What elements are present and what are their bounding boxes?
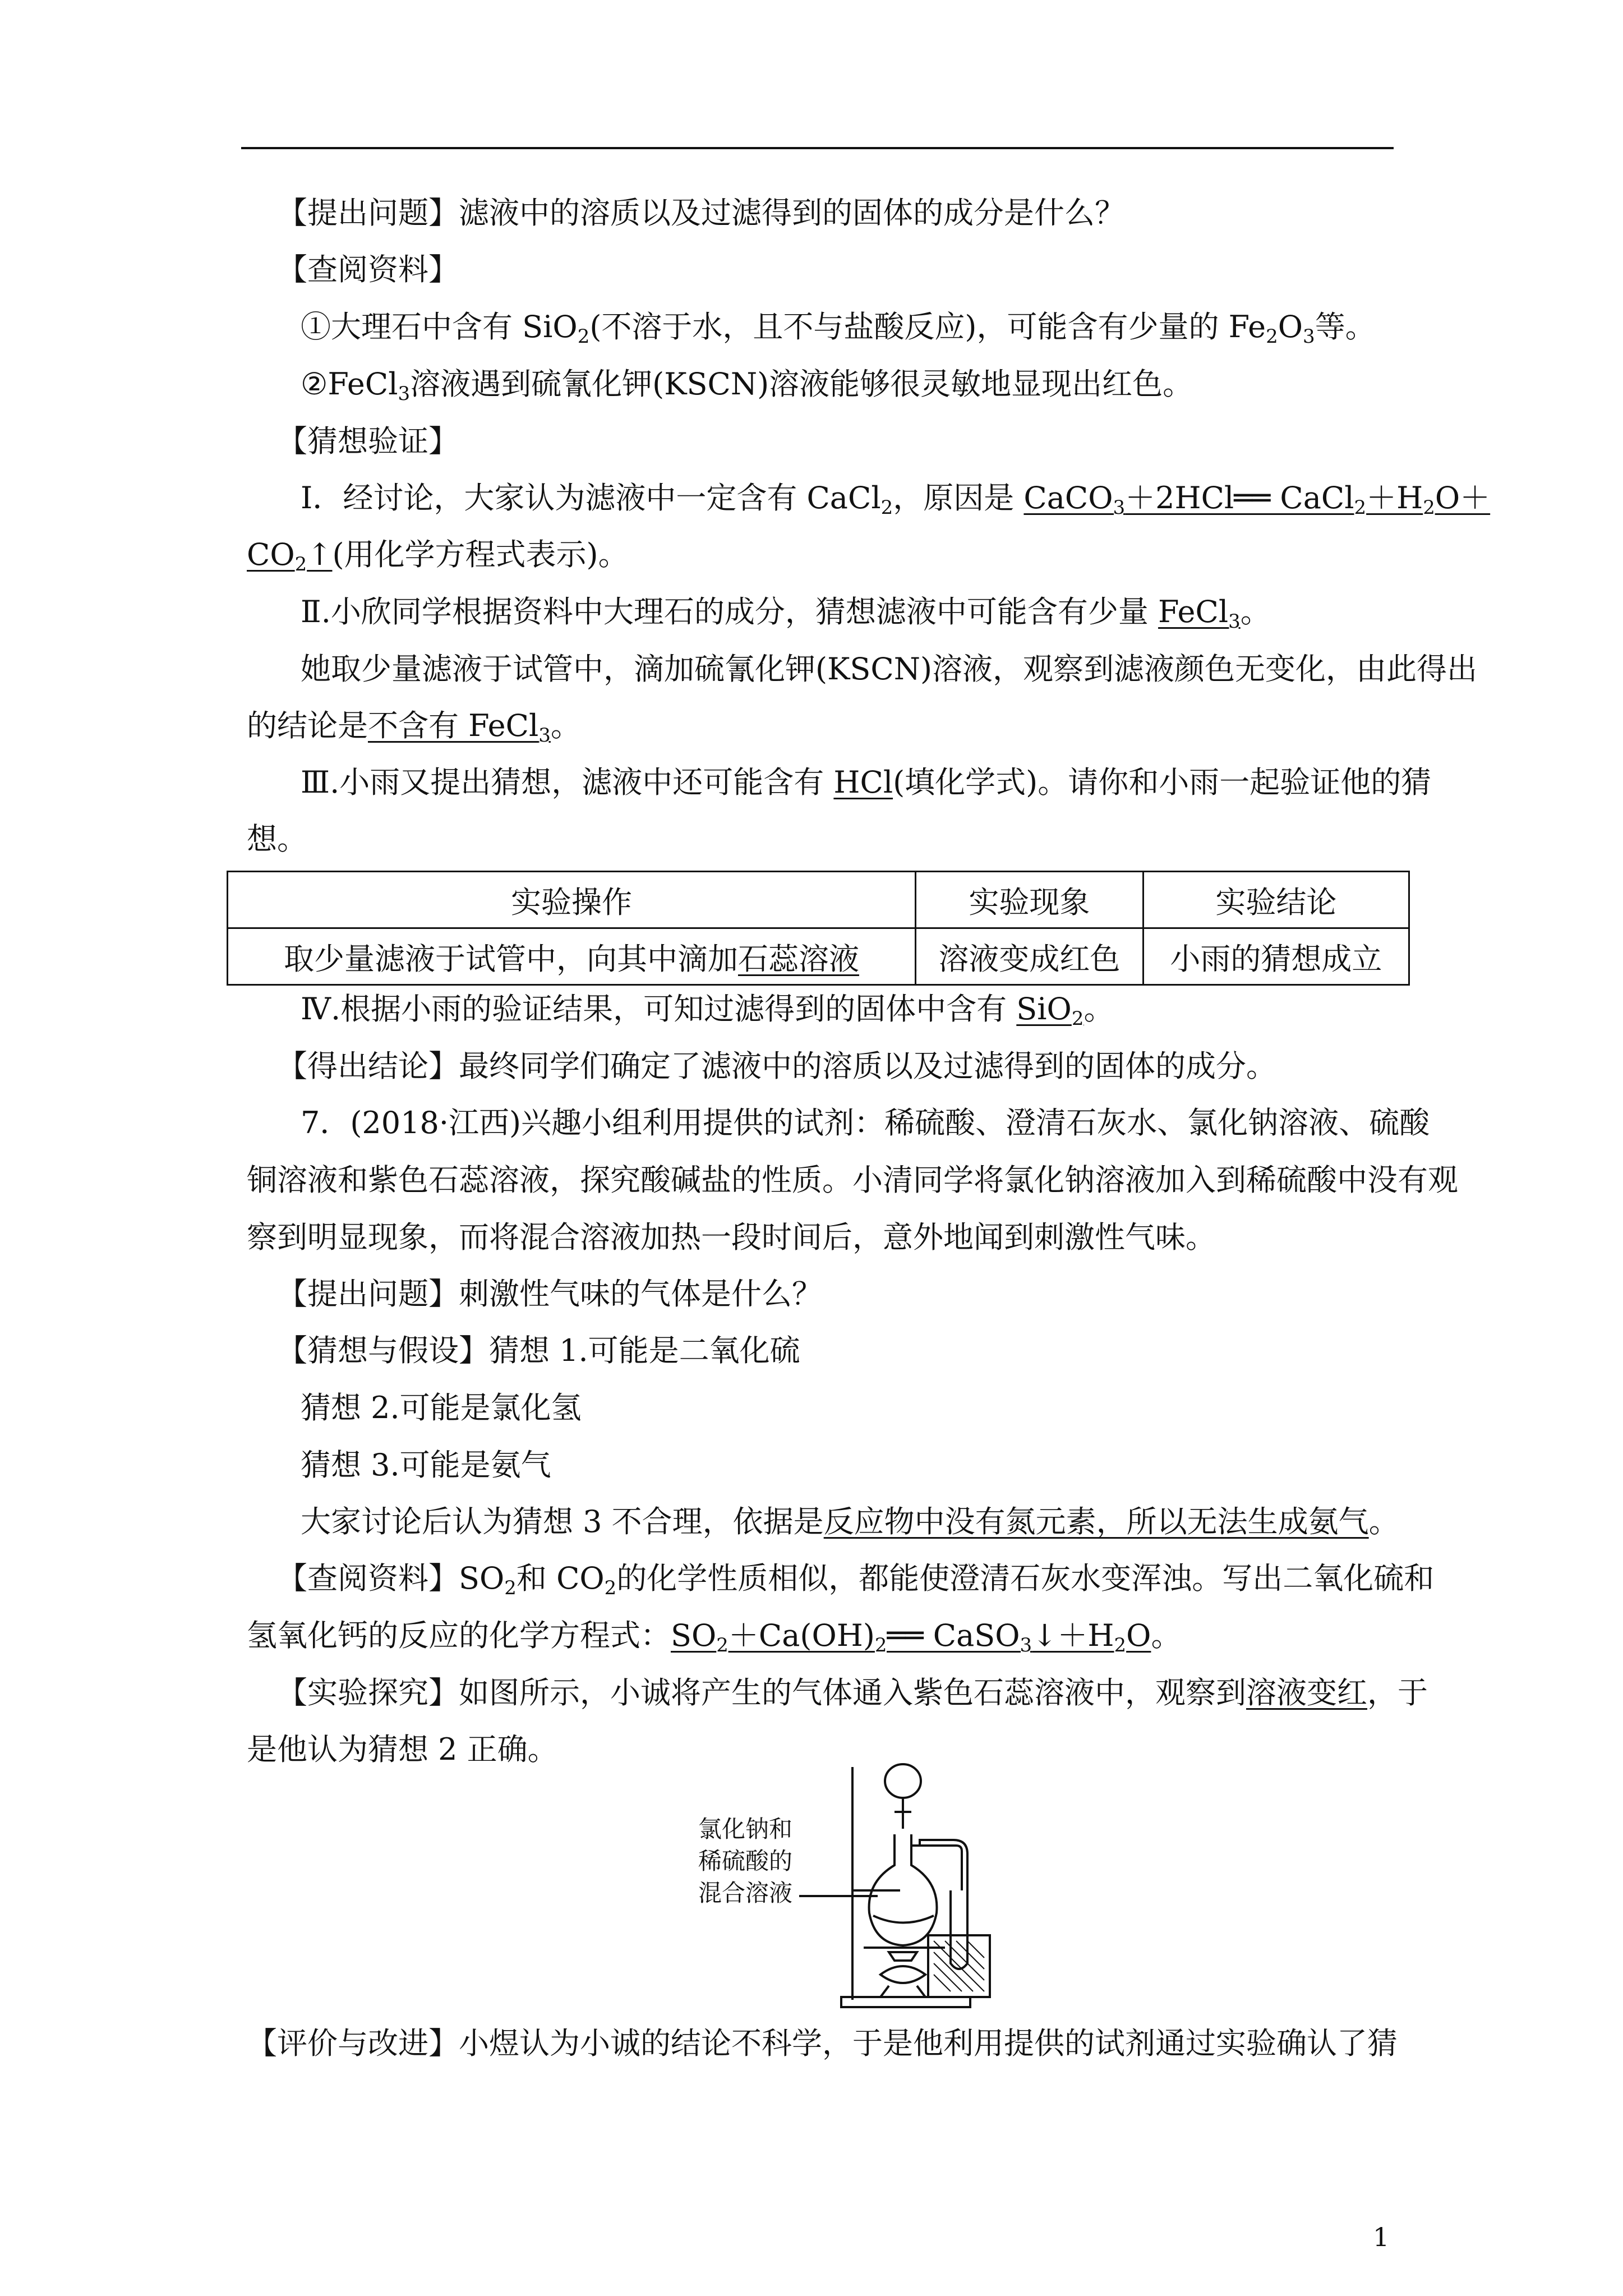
answer-hcl: HCl xyxy=(833,765,893,800)
answer-turns-red: 溶液变红 xyxy=(1246,1675,1367,1710)
heading-hypothesis: 【猜想验证】 xyxy=(277,424,459,459)
para-evaluation: 【评价与改进】小煜认为小诚的结论不科学，于是他利用提供的试剂通过实验确认了猜 xyxy=(247,2026,1398,2061)
header-rule xyxy=(241,147,1394,149)
para-guess-1: 【猜想与假设】猜想 1.可能是二氧化硫 xyxy=(277,1333,800,1368)
funnel-bulb xyxy=(885,1764,921,1798)
para-hypothesis-2: Ⅱ.小欣同学根据资料中大理石的成分，猜想滤液中可能含有少量 FeCl$_3$。 xyxy=(301,594,1271,633)
table-header-cell: 实验操作 xyxy=(228,872,916,928)
apparatus-figure xyxy=(698,1750,1012,2011)
table-header-row xyxy=(228,872,1409,928)
test-tube xyxy=(951,1890,967,1969)
table-header-cell: 实验结论 xyxy=(1143,872,1409,928)
para-question-2: 【提出问题】刺激性气味的气体是什么？ xyxy=(277,1276,822,1312)
figure-label-line: 氯化钠和 xyxy=(698,1815,793,1843)
para-hypothesis-3: Ⅲ.小雨又提出猜想，滤液中还可能含有 HCl(填化学式)。请你和小雨一起验证他的猜 xyxy=(301,765,1432,800)
reference-item-2: ②FeCl$_3$溶液遇到硫氰化钾(KSCN)溶液能够很灵敏地显现出红色。 xyxy=(301,366,1193,405)
question-7-line-3: 察到明显现象，而将混合溶液加热一段时间后，意外地闻到刺激性气味。 xyxy=(247,1220,1216,1255)
experiment-table xyxy=(227,871,1410,986)
table-cell-conclusion: 小雨的猜想成立 xyxy=(1143,928,1409,985)
table-row xyxy=(228,928,1409,985)
para-reference-2: 【查阅资料】$SO_2$和 $CO_2$的化学性质相似，都能使澄清石灰水变浑浊。写出二氧化硫和 xyxy=(277,1561,1435,1599)
para-discussion: 大家讨论后认为猜想 3 不合理，依据是反应物中没有氮元素，所以无法生成氨气。 xyxy=(301,1504,1399,1539)
para-experiment-cont: 是他认为猜想 2 正确。 xyxy=(247,1732,558,1767)
answer-sio2: SiO$_2$ xyxy=(1016,991,1084,1030)
para-guess-2: 猜想 2.可能是氯化氢 xyxy=(301,1390,582,1425)
heading-reference-1: 【查阅资料】 xyxy=(277,252,459,287)
page-number: 1 xyxy=(1373,2222,1390,2252)
stand-base xyxy=(841,1997,970,2007)
para-hypothesis-1-cont: $CO_2↑$(用化学方程式表示)。 xyxy=(247,537,629,576)
figure-label-line: 混合溶液 xyxy=(698,1879,793,1907)
para-hypothesis-1: Ⅰ．经讨论，大家认为滤液中一定含有 CaCl$_2$，原因是 CaCO$_3$＋2HCl══ $CaCl_2+H_2O+$ xyxy=(301,480,1491,519)
para-guess-3: 猜想 3.可能是氨气 xyxy=(301,1447,551,1483)
lamp-wick xyxy=(889,1952,917,1961)
answer-no-nitrogen: 反应物中没有氮元素，所以无法生成氨气 xyxy=(823,1504,1369,1539)
para-hypothesis-2-test: 她取少量滤液于试管中，滴加硫氰化钾(KSCN)溶液，观察到滤液颜色无变化，由此得出 xyxy=(301,651,1478,687)
reference-item-1: ①大理石中含有 SiO$_2$(不溶于水，且不与盐酸反应)，可能含有少量的 $Fe_2O_3$等。 xyxy=(301,309,1376,348)
question-7-line-1: 7．(2018·江西)兴趣小组利用提供的试剂：稀硫酸、澄清石灰水、氯化钠溶液、硫酸 xyxy=(301,1105,1430,1140)
figure-label-line: 稀硫酸的 xyxy=(698,1847,793,1875)
para-reference-2-equation: 氢氧化钙的反应的化学方程式：$SO_2+Ca(OH)_2══$ $CaSO_3↓+H_2O$。 xyxy=(247,1618,1182,1657)
para-hypothesis-3-cont: 想。 xyxy=(247,821,307,857)
liquid-surface xyxy=(873,1916,934,1923)
answer-litmus: 石蕊溶液 xyxy=(737,941,859,977)
para-hypothesis-4: Ⅳ.根据小雨的验证结果，可知过滤得到的固体中含有 SiO$_2$。 xyxy=(301,991,1114,1030)
answer-fecl3: FeCl$_3$ xyxy=(1158,594,1241,633)
answer-equation-1-cont: $CO_2↑$ xyxy=(247,537,333,576)
answer-no-fecl3: 不含有 FeCl$_3$ xyxy=(368,708,551,747)
lamp-body xyxy=(880,1966,925,1983)
answer-equation-1: CaCO$_3$＋2HCl══ $CaCl_2+H_2O+$ xyxy=(1023,480,1491,519)
para-conclusion-1: 【得出结论】最终同学们确定了滤液中的溶质以及过滤得到的固体的成分。 xyxy=(277,1048,1276,1084)
para-experiment: 【实验探究】如图所示，小诚将产生的气体通入紫色石蕊溶液中，观察到溶液变红，于 xyxy=(277,1675,1428,1710)
table-header-cell: 实验现象 xyxy=(915,872,1143,928)
question-7-line-2: 铜溶液和紫色石蕊溶液，探究酸碱盐的性质。小清同学将氯化钠溶液加入到稀硫酸中没有观 xyxy=(247,1162,1458,1198)
answer-equation-2: $SO_2+Ca(OH)_2══$ $CaSO_3↓+H_2O$ xyxy=(671,1618,1151,1657)
table-cell-operation: 取少量滤液于试管中，向其中滴加石蕊溶液 xyxy=(228,928,916,985)
para-hypothesis-2-conclusion: 的结论是不含有 FeCl$_3$。 xyxy=(247,708,581,747)
table-cell-phenomenon: 溶液变成红色 xyxy=(915,928,1143,985)
para-question-1: 【提出问题】滤液中的溶质以及过滤得到的固体的成分是什么？ xyxy=(277,195,1125,231)
